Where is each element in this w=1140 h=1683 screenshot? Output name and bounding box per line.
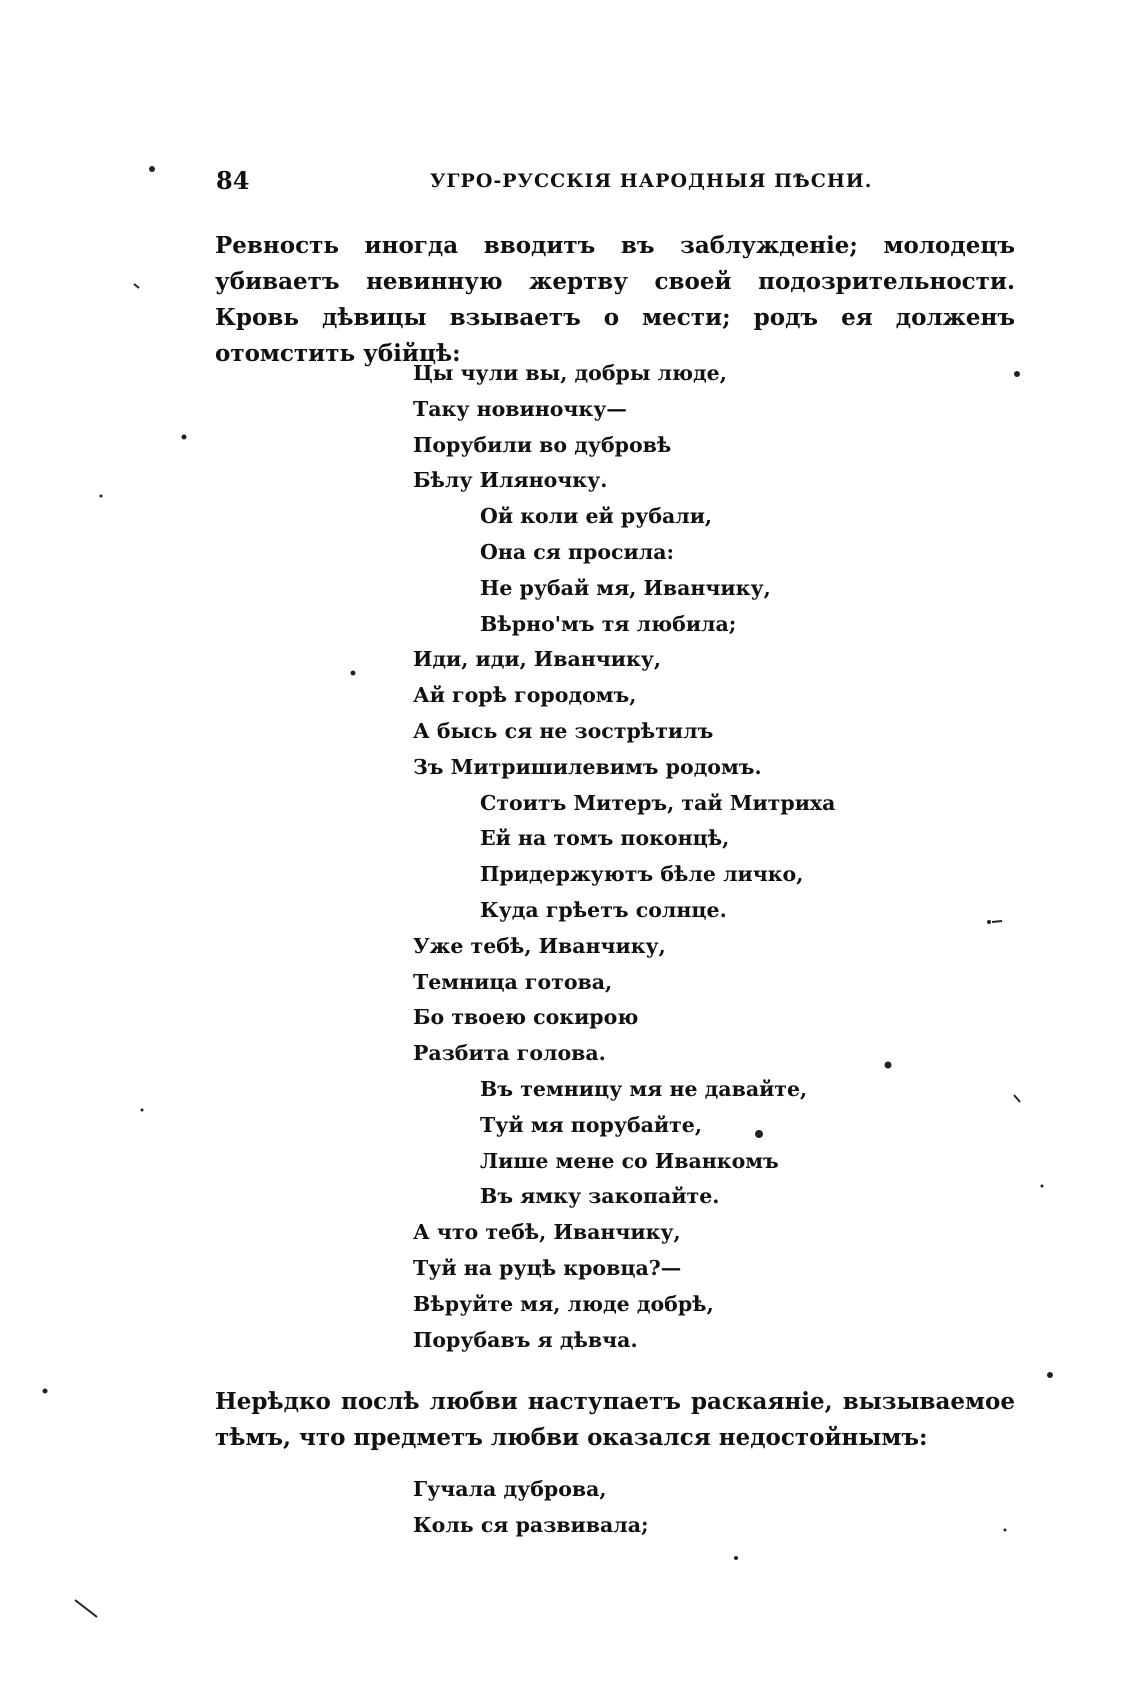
verse-line: Ой коли ей рубали, [480, 504, 713, 529]
running-title: УГРО-РУССКІЯ НАРОДНЫЯ ПѢСНИ. [430, 170, 873, 192]
verse-line: Туй мя порубайте, [480, 1112, 702, 1137]
verse-line: Темница готова, [413, 969, 613, 994]
verse-line: Порубили во дубровѣ [413, 432, 672, 457]
verse-line: Ей на томъ поконцѣ, [480, 826, 730, 851]
verse-line: А что тебѣ, Иванчику, [413, 1220, 681, 1245]
verse-line: Коль ся развивала; [413, 1512, 649, 1537]
verse-line: Зъ Митришилевимъ родомъ. [413, 754, 762, 779]
verse-line: Стоитъ Митеръ, тай Митриха [480, 790, 836, 815]
verse-line: Уже тебѣ, Иванчику, [413, 933, 666, 958]
page-number: 84 [216, 166, 250, 195]
verse-line: Не рубай мя, Иванчику, [480, 575, 771, 600]
verse-line: Бѣлу Иляночку. [413, 468, 608, 493]
verse-line: Куда грѣетъ солнце. [480, 897, 727, 922]
verse-line: Иди, иди, Иванчику, [413, 647, 662, 672]
verse-line: Таку новиночку— [413, 396, 627, 421]
second-paragraph: Нерѣдко послѣ любви наступаетъ раскаяніе, вызываемое тѣмъ, что предметъ любви оказался недостойнымъ: [215, 1388, 1015, 1451]
verse-line: Ай горѣ городомъ, [413, 683, 637, 708]
verse-line: А бысь ся не зострѣтилъ [413, 718, 714, 743]
verse-line: Вѣрно'мъ тя любила; [480, 611, 737, 636]
verse-line: Туй на руцѣ кровца?— [413, 1255, 682, 1280]
verse-line: Придержуютъ бѣле личко, [480, 862, 804, 887]
verse-line: Въ темницу мя не давайте, [480, 1076, 808, 1101]
verse-line: Она ся просила: [480, 539, 675, 564]
verse-line: Порубавъ я дѣвча. [413, 1327, 638, 1352]
verse-line: Лише мене со Иванкомъ [480, 1148, 779, 1173]
verse-line: Разбита голова. [413, 1041, 606, 1066]
verse-line: Бо твоею сокирою [413, 1005, 639, 1030]
intro-paragraph: Ревность иногда вводитъ въ заблужденіе; молодецъ убиваетъ невинную жертву своей подозрительности. Кровь дѣвицы взываетъ о мести; родъ ея долженъ отомстить убійцѣ: [215, 232, 1015, 367]
verse-line: Цы чули вы, добры люде, [413, 361, 727, 385]
verse-line: Гучала дуброва, [413, 1477, 607, 1501]
verse-line: Вѣруйте мя, люде добрѣ, [413, 1291, 714, 1316]
verse-line: Въ ямку закопайте. [480, 1184, 720, 1209]
